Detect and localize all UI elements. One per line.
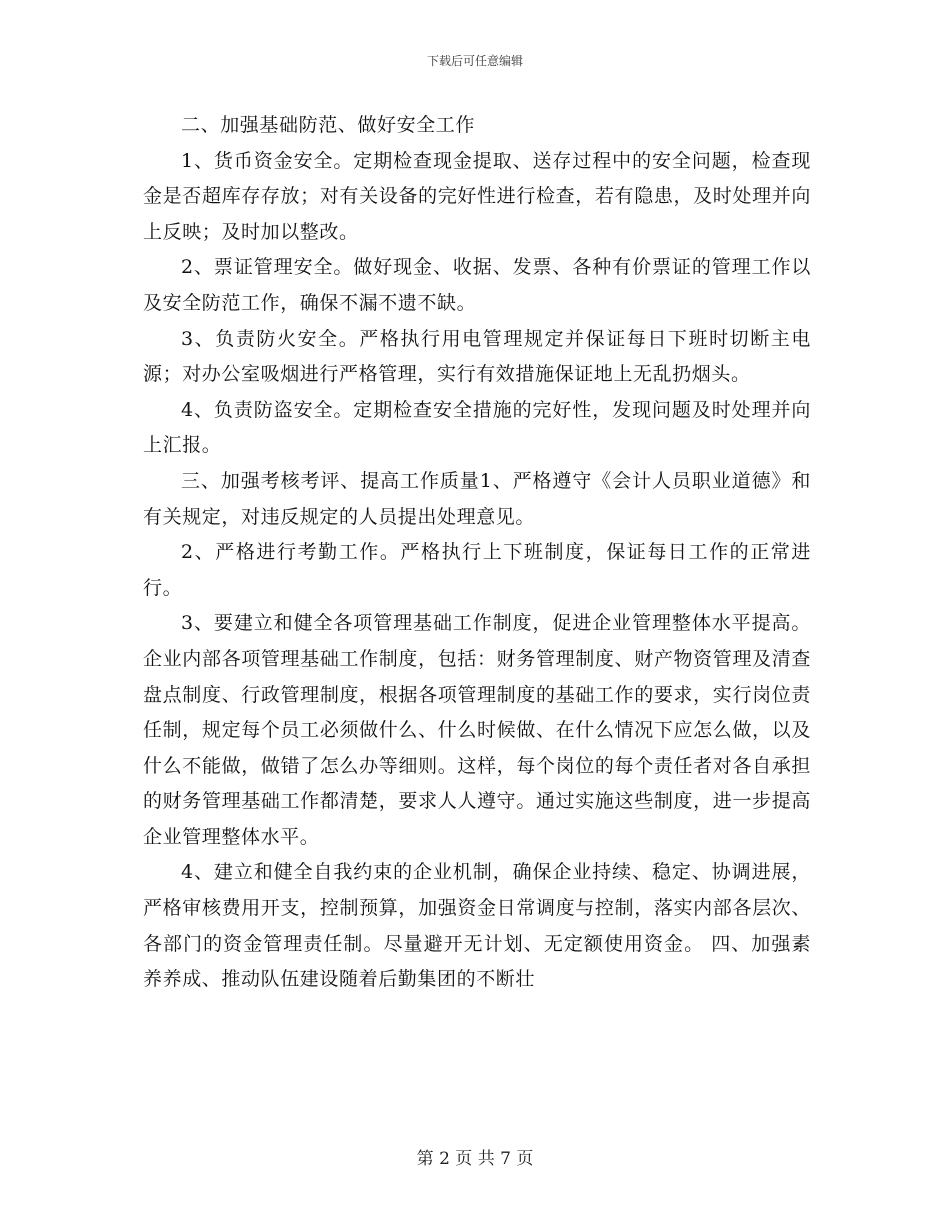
paragraph-self-restraint: 4、建立和健全自我约束的企业机制，确保企业持续、稳定、协调进展，严格审核费用开支，控制预算，加强资金日常调度与控制，落实内部各层次、各部门的资金管理责任制。尽量避开无计划、无定额使用资金。 四、加强素养养成、推动队伍建设随着后勤集团的不断壮 [143,861,811,991]
paragraph-fire-safety: 3、负责防火安全。严格执行用电管理规定并保证每日下班时切断主电源；对办公室吸烟进行严格管理，实行有效措施保证地上无乱扔烟头。 [143,327,811,386]
paragraph-currency-safety: 1、货币资金安全。定期检查现金提取、送存过程中的安全问题，检查现金是否超库存存放；对有关设备的完好性进行检查，若有隐患，及时处理并向上反映；及时加以整改。 [143,149,811,243]
paragraph-section-3-ethics: 三、加强考核考评、提高工作质量1、严格遵守《会计人员职业道德》和有关规定，对违反规定的人员提出处理意见。 [143,469,811,528]
paragraph-management-system: 3、要建立和健全各项管理基础工作制度，促进企业管理整体水平提高。企业内部各项管理基础工作制度，包括：财务管理制度、财产物资管理及清查盘点制度、行政管理制度，根据各项管理制度的基础工作的要求，实行岗位责任制，规定每个员工必须做什么、什么时候做、在什么情况下应怎么做，以及什么不能做，做错了怎么办等细则。这样，每个岗位的每个责任者对各自承担的财务管理基础工作都清楚，要求人人遵守。通过实施这些制度，进一步提高企业管理整体水平。 [143,612,811,848]
page-number: 第 2 页 共 7 页 [416,1149,534,1169]
paragraph-voucher-safety: 2、票证管理安全。做好现金、收据、发票、各种有价票证的管理工作以及安全防范工作，确保不漏不遗不缺。 [143,256,811,314]
paragraph-attendance: 2、严格进行考勤工作。严格执行上下班制度，保证每日工作的正常进行。 [143,541,811,599]
section-heading-2: 二、加强基础防范、做好安全工作 [181,114,476,136]
page-header-note: 下载后可任意编辑 [426,54,523,68]
paragraph-theft-safety: 4、负责防盗安全。定期检查安全措施的完好性，发现问题及时处理并向上汇报。 [143,398,811,457]
document-body [143,108,811,998]
